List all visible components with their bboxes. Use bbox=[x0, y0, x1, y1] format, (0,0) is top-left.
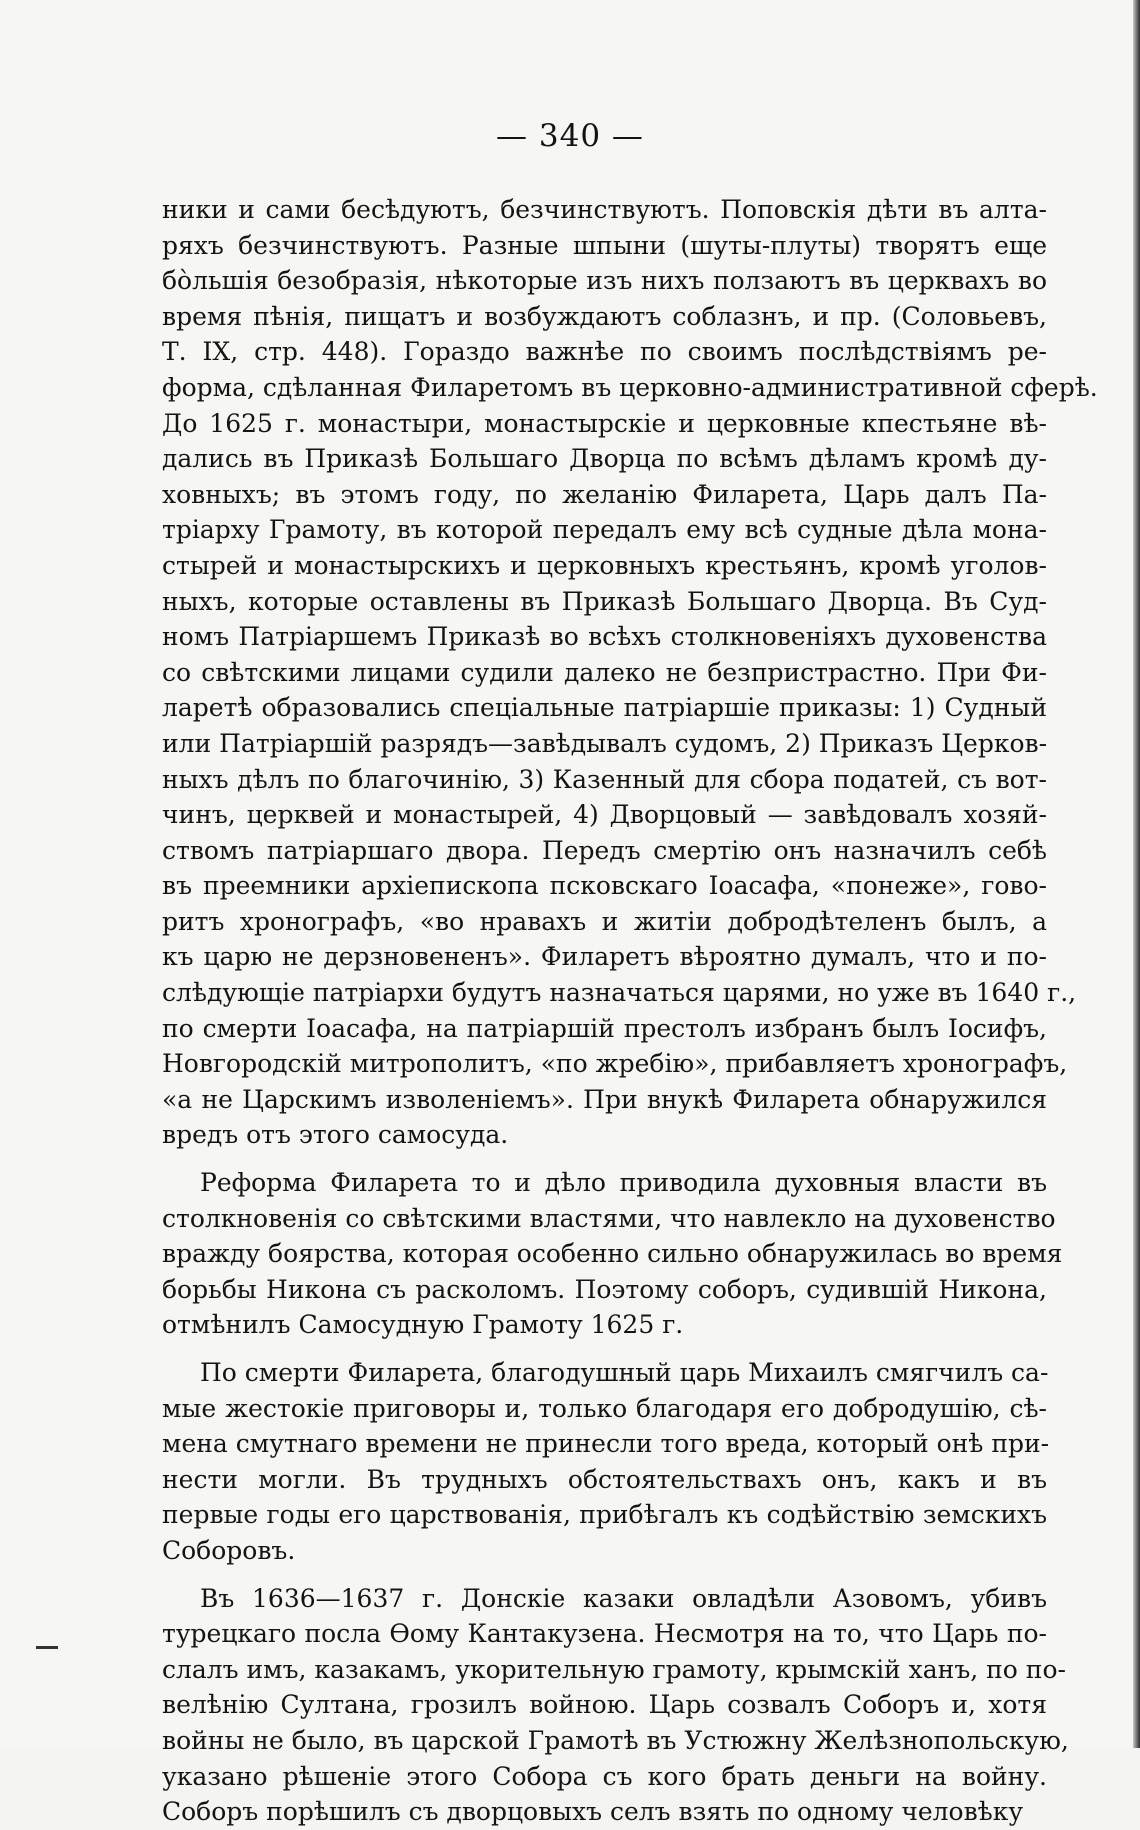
paragraph-gap bbox=[162, 1153, 1047, 1165]
text-line: время пѣнія, пищатъ и возбуждаютъ соблазнъ, и пр. (Соловьевъ, bbox=[162, 301, 1047, 331]
paragraph-1 bbox=[162, 192, 1098, 1153]
text-line: ряхъ безчинствуютъ. Разные шпыни (шуты-плуты) творятъ еще bbox=[162, 230, 1047, 260]
text-line: столкновенія со свѣтскими властями, что навлекло на духовенство bbox=[162, 1203, 1056, 1233]
text-line: ритъ хронографъ, «во нравахъ и житіи добродѣтеленъ былъ, а bbox=[162, 906, 1047, 936]
page-edge-shadow bbox=[1133, 0, 1140, 1748]
text-line: ствомъ патріаршаго двора. Передъ смертію онъ назначилъ себѣ bbox=[162, 835, 1047, 865]
paragraph-gap bbox=[162, 1343, 1047, 1355]
paragraph-3 bbox=[162, 1355, 1050, 1569]
text-line: въ преемники архіепископа псковскаго Іоасафа, «понеже», гово- bbox=[162, 871, 1047, 901]
text-line: или Патріаршій разрядъ—завѣдывалъ судомъ, 2) Приказъ Церков- bbox=[162, 728, 1048, 758]
text-line: тріарху Грамоту, въ которой передалъ ему всѣ судные дѣла мона- bbox=[162, 515, 1047, 545]
text-line: къ царю не дерзновененъ». Филаретъ вѣроятно думалъ, что и по- bbox=[162, 942, 1047, 972]
paragraph-2 bbox=[162, 1165, 1063, 1343]
text-line: ларетѣ образовались спеціальные патріаршіе приказы: 1) Судный bbox=[162, 693, 1047, 723]
text-line: дались въ Приказѣ Большаго Дворца по всѣмъ дѣламъ кромѣ ду- bbox=[162, 444, 1047, 474]
text-line: борьбы Никона съ расколомъ. Поэтому соборъ, судившій Никона, bbox=[162, 1274, 1047, 1304]
text-line: номъ Патріаршемъ Приказѣ во всѣхъ столкновеніяхъ духовенства bbox=[162, 622, 1047, 652]
text-line: Реформа Филарета то и дѣло приводила духовныя власти въ bbox=[200, 1168, 1047, 1198]
text-line: форма, сдѣланная Филаретомъ въ церковно-административной сферѣ. bbox=[162, 372, 1098, 402]
text-line: Новгородскій митрополитъ, «по жребію», прибавляетъ хронографъ, bbox=[162, 1049, 1068, 1079]
text-line: бо̀льшія безобразія, нѣкоторые изъ нихъ ползаютъ въ церквахъ во bbox=[162, 266, 1047, 296]
text-line: До 1625 г. монастыри, монастырскіе и церковные кпестьяне вѣ- bbox=[162, 408, 1047, 438]
text-line: по смерти Іоасафа, на патріаршій престолъ избранъ былъ Іосифъ, bbox=[162, 1013, 1047, 1043]
text-line: Въ 1636—1637 г. Донскіе казаки овладѣли Азовомъ, убивъ bbox=[200, 1583, 1047, 1613]
text-line: указано рѣшеніе этого Собора съ кого брать деньги на войну. bbox=[162, 1761, 1047, 1791]
text-line: отмѣнилъ Самосудную Грамоту 1625 г. bbox=[162, 1310, 684, 1340]
text-line: турецкаго посла Ѳому Кантакузена. Несмотря на то, что Царь по- bbox=[162, 1619, 1047, 1649]
text-line: Соборовъ. bbox=[162, 1535, 296, 1565]
text-line: войны не было, въ царской Грамотѣ въ Устюжну Желѣзнопольскую, bbox=[162, 1725, 1069, 1755]
text-line: чинъ, церквей и монастырей, 4) Дворцовый — завѣдовалъ хозяй- bbox=[162, 800, 1047, 830]
text-line: слѣдующіе патріархи будутъ назначаться царями, но уже въ 1640 г., bbox=[162, 978, 1077, 1008]
text-line: Т. IX, стр. 448). Гораздо важнѣе по своимъ послѣдствіямъ ре- bbox=[162, 337, 1047, 367]
text-line: первые годы его царствованія, прибѣгалъ къ содѣйствію земскихъ bbox=[162, 1500, 1047, 1530]
text-line: «а не Царскимъ изволеніемъ». При внукѣ Филарета обнаружился bbox=[162, 1084, 1047, 1114]
margin-mark bbox=[36, 1646, 58, 1649]
page-number: — 340 — bbox=[496, 118, 644, 154]
text-line: мые жестокіе приговоры и, только благодаря его добродушію, сѣ- bbox=[162, 1393, 1047, 1423]
text-line: стырей и монастырскихъ и церковныхъ крестьянъ, кромѣ уголов- bbox=[162, 550, 1047, 580]
text-line: ныхъ, которые оставлены въ Приказѣ Большаго Дворца. Въ Суд- bbox=[162, 586, 1047, 616]
body-text bbox=[162, 192, 1098, 1830]
text-line: со свѣтскими лицами судили далеко не безпристрастно. При Фи- bbox=[162, 657, 1047, 687]
text-line: велѣнію Султана, грозилъ войною. Царь созвалъ Соборъ и, хотя bbox=[162, 1690, 1047, 1720]
paragraph-gap bbox=[162, 1569, 1047, 1581]
text-line: вражду боярства, которая особенно сильно обнаружилась во время bbox=[162, 1239, 1063, 1269]
text-line: ховныхъ; въ этомъ году, по желанію Филарета, Царь далъ Па- bbox=[162, 479, 1047, 509]
paragraph-4 bbox=[162, 1581, 1069, 1830]
text-line: По смерти Филарета, благодушный царь Михаилъ смягчилъ са- bbox=[200, 1358, 1049, 1387]
text-line: мена смутнаго времени не принесли того вреда, который онѣ при- bbox=[162, 1429, 1050, 1459]
text-line: нести могли. Въ трудныхъ обстоятельствахъ онъ, какъ и въ bbox=[162, 1464, 1047, 1494]
text-line: вредъ отъ этого самосуда. bbox=[162, 1120, 509, 1150]
text-line: ныхъ дѣлъ по благочинію, 3) Казенный для сбора податей, съ вот- bbox=[162, 764, 1047, 794]
text-line: слалъ имъ, казакамъ, укорительную грамоту, крымскій ханъ, по по- bbox=[162, 1654, 1066, 1684]
text-line: Соборъ порѣшилъ съ дворцовыхъ селъ взять по одному человѣку bbox=[162, 1797, 1024, 1827]
text-line: ники и сами бесѣдуютъ, безчинствуютъ. Поповскія дѣти въ алта- bbox=[162, 195, 1047, 224]
